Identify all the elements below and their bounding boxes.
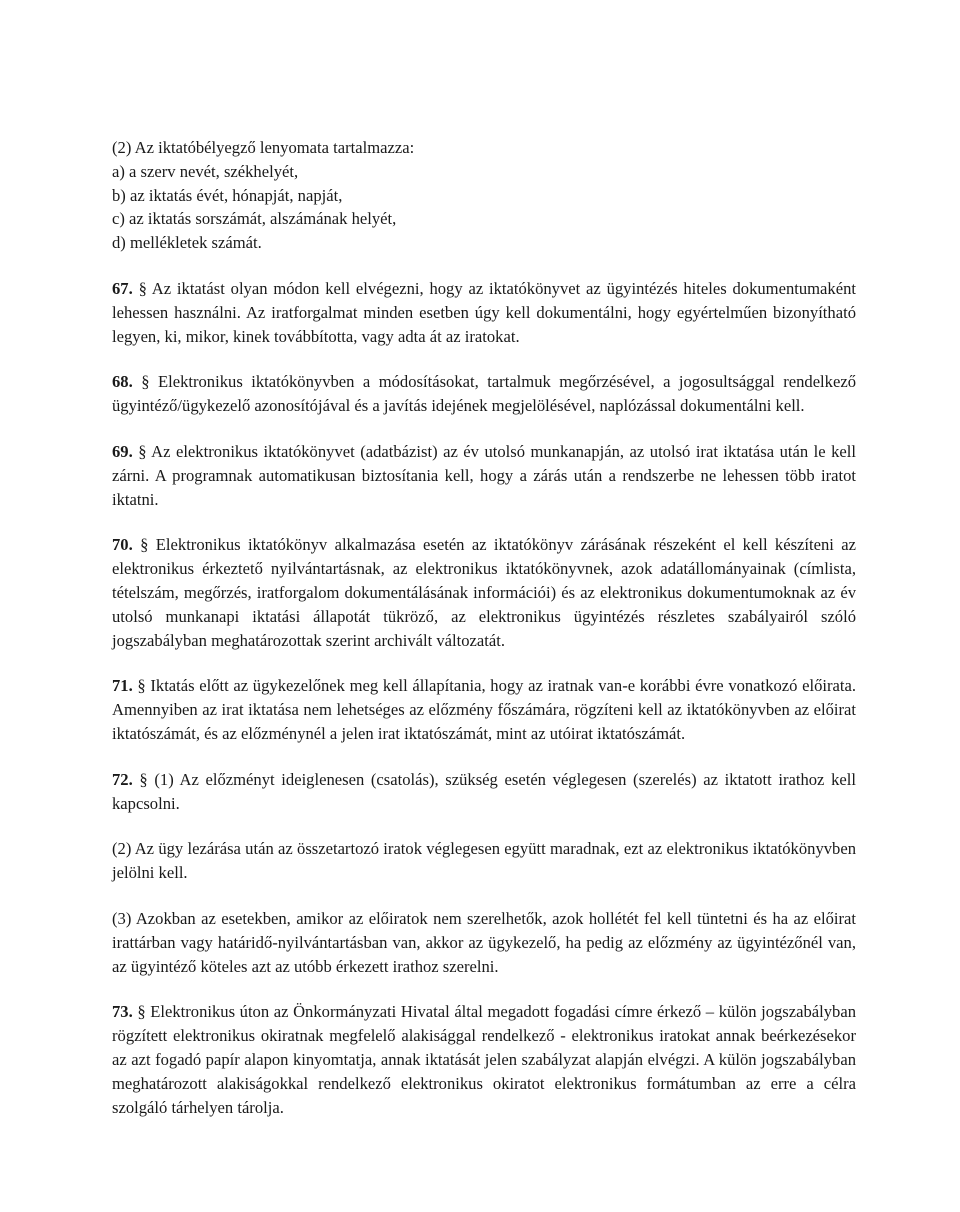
paragraph-72-3-text: (3) Azokban az esetekben, amikor az előiratok nem szerelhetők, azok hollétét fel kell tüntetni és ha az előirat irattárban vagy határidő-nyilvántartásban van, akkor az ügykezelő, ha pedig az előzmény az ügyintézőnél van, az ügyintéző köteles azt az utóbb érkezett irathoz szerelni.	[112, 908, 856, 976]
paragraph-72-text: § (1) Az előzményt ideiglenesen (csatolás), szükség esetén véglegesen (szerelés) az iktatott irathoz kell kapcsolni.	[112, 769, 856, 813]
paragraph-69-number: 69.	[112, 441, 133, 461]
paragraph-71-number: 71.	[112, 676, 133, 696]
paragraph-69	[112, 440, 856, 511]
paragraph-67	[112, 277, 856, 348]
paragraph-70	[112, 533, 856, 652]
paragraph-68-number: 68.	[112, 372, 133, 392]
paragraph-72	[112, 768, 856, 816]
paragraph-70-number: 70.	[112, 535, 133, 555]
paragraph-67-number: 67.	[112, 278, 133, 298]
intro-heading: (2) Az iktatóbélyegző lenyomata tartalmazza:	[112, 138, 415, 157]
paragraph-68-text: § Elektronikus iktatókönyvben a módosításokat, tartalmuk megőrzésével, a jogosultsággal rendelkező ügyintéző/ügykezelő azonosítójával és a javítás idejének megjelölésével, naplózással dokumentálni kell.	[112, 372, 856, 416]
paragraph-71	[112, 674, 856, 745]
paragraph-67-text: § Az iktatást olyan módon kell elvégezni, hogy az iktatókönyvet az ügyintézés hiteles dokumentumaként lehessen használni. Az iratforgalmat minden esetben úgy kell dokumentálni, hogy egyértelműen bizonyítható legyen, ki, mikor, kinek továbbította, vagy adta át az iratokat.	[112, 278, 856, 346]
paragraph-73-text: § Elektronikus úton az Önkormányzati Hivatal által megadott fogadási címre érkező – külön jogszabályban rögzített elektronikus okiratnak megfelelő alakisággal rendelkező - elektronikus iratokat annak beérkezésekor az azt fogadó papír alapon kinyomtatja, annak iktatását jelen szabályzat alapján elvégzi. A külön jogszabályban meghatározott alakiságokkal rendelkező elektronikus okiratot elektronikus formátumban az erre a célra szolgáló tárhelyen tárolja.	[112, 1002, 857, 1117]
intro-block	[112, 136, 856, 255]
intro-item-c: c) az iktatás sorszámát, alszámának helyét,	[112, 209, 397, 229]
paragraph-72-3	[112, 907, 856, 978]
paragraph-73-number: 73.	[112, 1002, 133, 1022]
paragraph-73	[112, 1000, 856, 1119]
intro-item-a: a) a szerv nevét, székhelyét,	[112, 161, 299, 181]
intro-item-d: d) mellékletek számát.	[112, 233, 262, 253]
paragraph-71-text: § Iktatás előtt az ügykezelőnek meg kell állapítania, hogy az iratnak van-e korábbi évre vonatkozó előirata. Amennyiben az irat iktatása nem lehetséges az előzmény főszámára, rögzíteni kell az iktatókönyvben az előirat iktatószámát, és az előzménynél a jelen irat iktatószámát, mint az utóirat iktatószámát.	[112, 676, 856, 743]
paragraph-72-2-text: (2) Az ügy lezárása után az összetartozó iratok véglegesen együtt maradnak, ezt az elektronikus iktatókönyvben jelölni kell.	[112, 839, 856, 883]
paragraph-69-text: § Az elektronikus iktatókönyvet (adatbázist) az év utolsó munkanapján, az utolsó irat iktatása után le kell zárni. A programnak automatikusan biztosítania kell, hogy a zárás után a rendszerbe ne lehessen több iratot iktatni.	[112, 441, 856, 509]
paragraph-72-number: 72.	[112, 769, 133, 789]
document-page	[112, 136, 856, 1141]
paragraph-70-text: § Elektronikus iktatókönyv alkalmazása esetén az iktatókönyv zárásának részeként el kell készíteni az elektronikus érkeztető nyilvántartásnak, az elektronikus iktatókönyvnek, azok adatállományainak (címlista, tételszám, megőrzés, iratforgalom dokumentálásának információi) és az elektronikus dokumentumoknak az év utolsó munkanapi iktatási állapotát tükröző, az elektronikus ügyintézés részletes szabályairól szóló jogszabályban meghatározottak szerint archivált változatát.	[112, 535, 856, 650]
paragraph-68	[112, 370, 856, 418]
paragraph-72-2	[112, 837, 856, 885]
intro-item-b: b) az iktatás évét, hónapját, napját,	[112, 185, 343, 205]
